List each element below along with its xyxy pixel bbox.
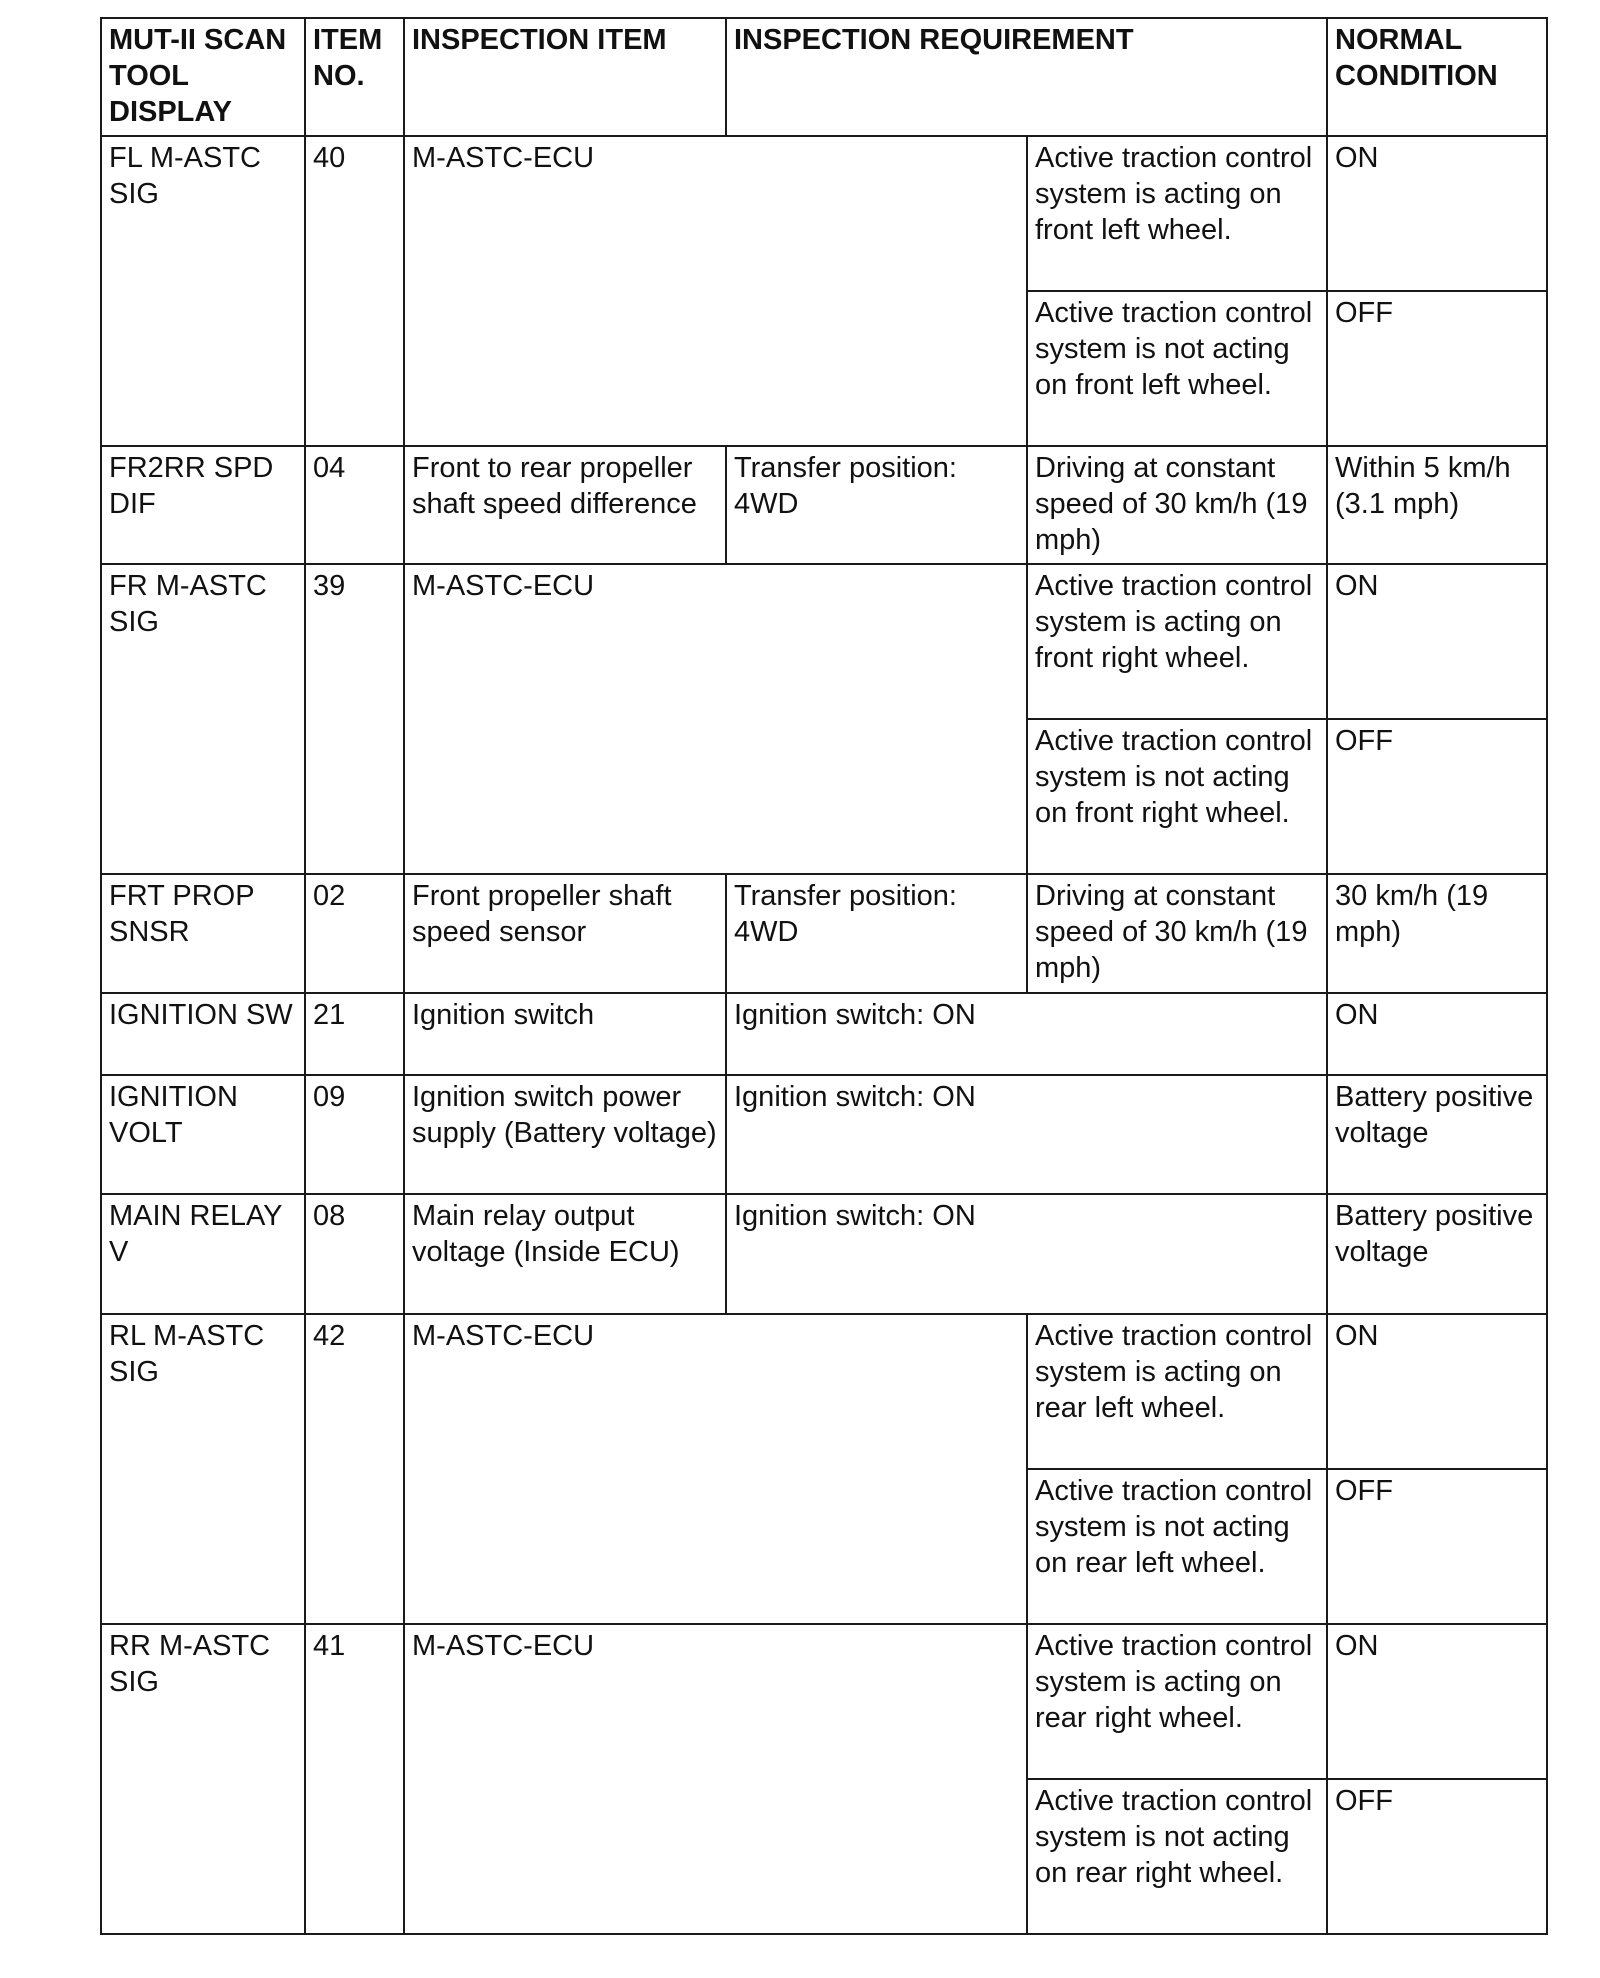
requirement-cell: Driving at constant speed of 30 km/h (19 mph) — [1027, 446, 1327, 564]
item-no-cell: 21 — [305, 993, 404, 1075]
header-inspection-requirement: INSPECTION REQUIREMENT — [726, 18, 1327, 136]
normal-condition-cell: ON — [1327, 136, 1547, 291]
item-no-cell: 04 — [305, 446, 404, 564]
header-inspection-item: INSPECTION ITEM — [404, 18, 726, 136]
requirement-cell: Transfer position: 4WD — [726, 446, 1027, 564]
header-display: MUT-II SCAN TOOL DISPLAY — [101, 18, 305, 136]
table-row — [101, 136, 1547, 291]
table-row — [101, 874, 1547, 993]
requirement-cell: Active traction control system is not acting on rear left wheel. — [1027, 1469, 1327, 1624]
inspection-item-cell: Front propeller shaft speed sensor — [404, 874, 726, 993]
item-no-cell: 02 — [305, 874, 404, 993]
inspection-item-cell: Ignition switch — [404, 993, 726, 1075]
table-row — [101, 1314, 1547, 1469]
normal-condition-cell: OFF — [1327, 1779, 1547, 1934]
display-cell: FRT PROP SNSR — [101, 874, 305, 993]
requirement-cell: Transfer position: 4WD — [726, 874, 1027, 993]
normal-condition-cell: 30 km/h (19 mph) — [1327, 874, 1547, 993]
requirement-cell: Active traction control system is acting on front left wheel. — [1027, 136, 1327, 291]
requirement-cell: Active traction control system is acting on front right wheel. — [1027, 564, 1327, 719]
table-header-row — [101, 18, 1547, 136]
inspection-item-cell: Ignition switch power supply (Battery voltage) — [404, 1075, 726, 1194]
inspection-item-cell: Front to rear propeller shaft speed difference — [404, 446, 726, 564]
requirement-cell: Driving at constant speed of 30 km/h (19 mph) — [1027, 874, 1327, 993]
requirement-cell: Ignition switch: ON — [726, 993, 1327, 1075]
inspection-item-cell: Main relay output voltage (Inside ECU) — [404, 1194, 726, 1314]
table-row — [101, 993, 1547, 1075]
item-no-cell: 09 — [305, 1075, 404, 1194]
inspection-item-cell: M-ASTC-ECU — [404, 136, 1027, 446]
header-item-no: ITEM NO. — [305, 18, 404, 136]
table-row — [101, 1194, 1547, 1314]
inspection-item-cell: M-ASTC-ECU — [404, 1624, 1027, 1934]
display-cell: RL M-ASTC SIG — [101, 1314, 305, 1624]
requirement-cell: Active traction control system is not acting on front right wheel. — [1027, 719, 1327, 874]
normal-condition-cell: ON — [1327, 993, 1547, 1075]
normal-condition-cell: ON — [1327, 1314, 1547, 1469]
table-row — [101, 564, 1547, 719]
item-no-cell: 41 — [305, 1624, 404, 1934]
normal-condition-cell: OFF — [1327, 719, 1547, 874]
display-cell: IGNITION VOLT — [101, 1075, 305, 1194]
inspection-item-cell: M-ASTC-ECU — [404, 1314, 1027, 1624]
requirement-cell: Active traction control system is not acting on front left wheel. — [1027, 291, 1327, 446]
item-no-cell: 42 — [305, 1314, 404, 1624]
table-row — [101, 446, 1547, 564]
normal-condition-cell: Battery positive voltage — [1327, 1075, 1547, 1194]
inspection-item-cell: M-ASTC-ECU — [404, 564, 1027, 874]
display-cell: RR M-ASTC SIG — [101, 1624, 305, 1934]
normal-condition-cell: Battery positive voltage — [1327, 1194, 1547, 1314]
table-row — [101, 1075, 1547, 1194]
normal-condition-cell: ON — [1327, 564, 1547, 719]
requirement-cell: Active traction control system is acting on rear left wheel. — [1027, 1314, 1327, 1469]
normal-condition-cell: OFF — [1327, 1469, 1547, 1624]
requirement-cell: Active traction control system is acting on rear right wheel. — [1027, 1624, 1327, 1779]
table-row — [101, 1624, 1547, 1779]
item-no-cell: 39 — [305, 564, 404, 874]
display-cell: FR M-ASTC SIG — [101, 564, 305, 874]
display-cell: FL M-ASTC SIG — [101, 136, 305, 446]
requirement-cell: Ignition switch: ON — [726, 1075, 1327, 1194]
display-cell: IGNITION SW — [101, 993, 305, 1075]
requirement-cell: Active traction control system is not acting on rear right wheel. — [1027, 1779, 1327, 1934]
item-no-cell: 40 — [305, 136, 404, 446]
normal-condition-cell: ON — [1327, 1624, 1547, 1779]
normal-condition-cell: OFF — [1327, 291, 1547, 446]
header-normal-condition: NORMAL CONDITION — [1327, 18, 1547, 136]
display-cell: MAIN RELAY V — [101, 1194, 305, 1314]
inspection-table — [100, 17, 1548, 1935]
display-cell: FR2RR SPD DIF — [101, 446, 305, 564]
normal-condition-cell: Within 5 km/h (3.1 mph) — [1327, 446, 1547, 564]
requirement-cell: Ignition switch: ON — [726, 1194, 1327, 1314]
item-no-cell: 08 — [305, 1194, 404, 1314]
